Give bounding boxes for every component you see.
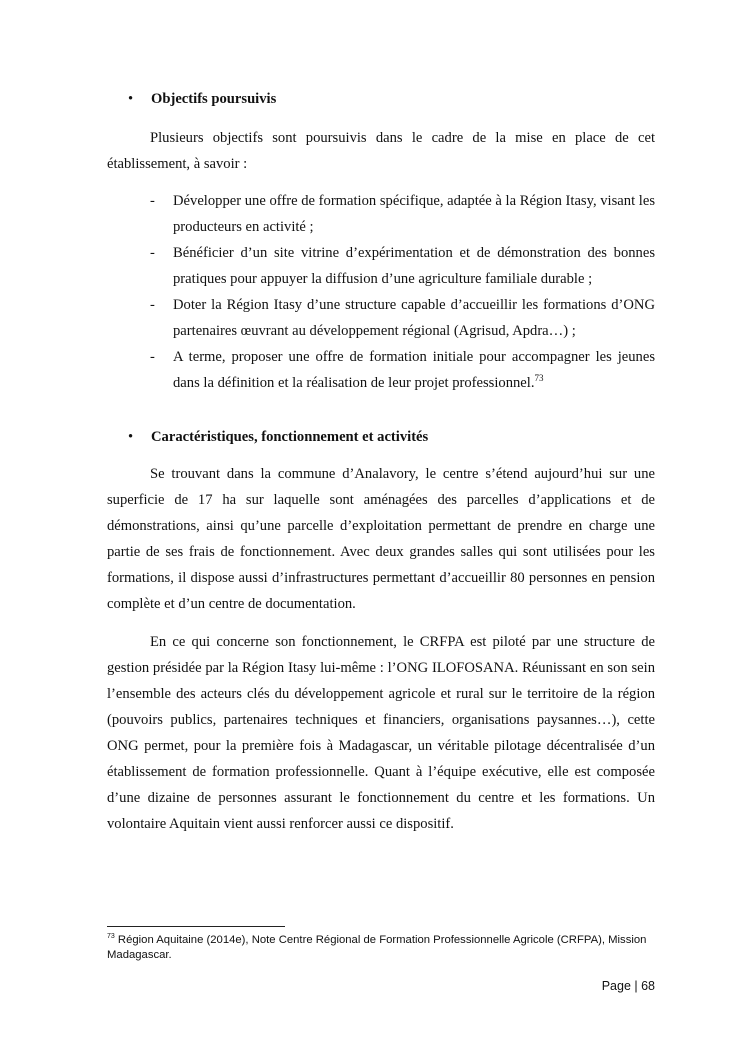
dash-icon: - [150,297,155,313]
footnote-number: 73 [107,933,115,941]
list-item [150,188,655,240]
footnote [107,933,655,963]
footnote-divider [107,926,285,927]
intro-paragraph: Plusieurs objectifs sont poursuivis dans le cadre de la mise en place de cet établissement, à savoir : [107,130,655,172]
list-item [150,292,655,344]
list-item-text: A terme, proposer une offre de formation initiale pour accompagner les jeunes dans la définition et la réalisation de leur projet professionnel. [173,349,655,391]
list-item-text: Doter la Région Itasy d’une structure capable d’accueillir les formations d’ONG partenaires œuvrant au développement régional (Agrisud, Apdra…) ; [173,297,655,339]
dash-icon: - [150,193,155,209]
dash-icon: - [150,349,155,365]
paragraph-location: Se trouvant dans la commune d’Analavory, le centre s’étend aujourd’hui sur une superficie de 17 ha sur laquelle sont aménagées des parcelles d’applications et de démonstrations, ainsi qu’une parcelle d’exploitation permettant de prendre en charge une partie de ses frais de fonctionnement. Avec deux grandes salles qui sont utilisées pour les formations, il dispose aussi d’infrastructures permettant d’accueillir 80 personnes en pension complète et d’un centre de documentation. [107,466,655,612]
list-item-text: Bénéficier d’un site vitrine d’expérimentation et de démonstration des bonnes pratiques pour appuyer la diffusion d’une agriculture familiale durable ; [173,245,655,287]
dash-icon: - [150,245,155,261]
bullet-icon: • [128,429,134,445]
heading-text: Objectifs poursuivis [151,91,277,107]
footnote-reference[interactable]: 73 [534,373,544,384]
paragraph-functioning: En ce qui concerne son fonctionnement, le CRFPA est piloté par une structure de gestion présidée par la Région Itasy lui-même : l’ONG ILOFOSANA. Réunissant en son sein l’ensemble des acteurs clés du développement agricole et rural sur le territoire de la région (pouvoirs publics, partenaires techniques et financiers, organisations paysannes…), cette ONG permet, pour la première fois à Madagascar, un véritable pilotage décentralisée d’un établissement de formation professionnelle. Quant à l’équipe exécutive, elle est composée d’une dizaine de personnes assurant le fonctionnement du centre et les formations. Un volontaire Aquitain vient aussi renforcer aussi ce dispositif. [107,634,655,832]
objectives-list [150,188,655,396]
heading-text: Caractéristiques, fonctionnement et activités [151,429,429,445]
list-item [150,240,655,292]
list-item [150,344,655,396]
list-item-text: Développer une offre de formation spécifique, adaptée à la Région Itasy, visant les producteurs en activité ; [173,193,655,235]
footnote-text: Région Aquitaine (2014e), Note Centre Régional de Formation Professionnelle Agricole (CRFPA), Mission Madagascar. [107,934,647,961]
bullet-icon: • [128,91,134,107]
page-number: Page | 68 [601,979,655,993]
